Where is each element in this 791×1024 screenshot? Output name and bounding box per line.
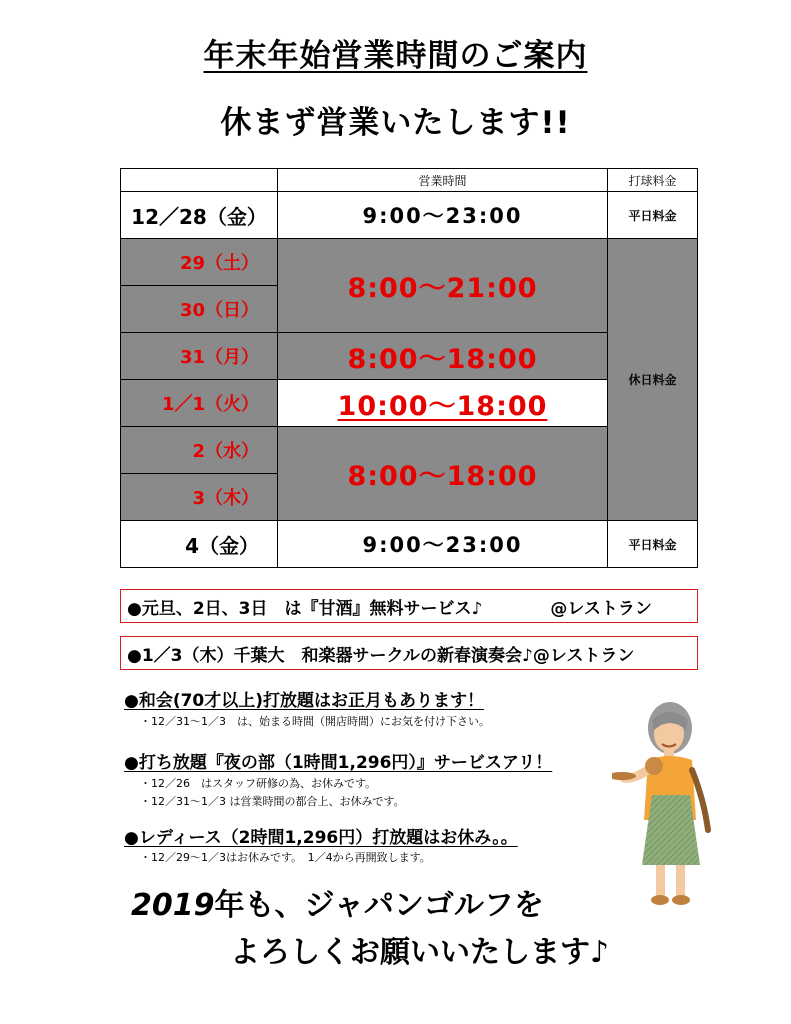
note-heading: ●レディース（2時間1,296円）打放題はお休み。。 — [124, 828, 518, 848]
fee-cell: 平日料金 — [607, 191, 698, 239]
notice-box-concert: ●1／3（木）千葉大 和楽器サークルの新春演奏会♪@レストラン — [120, 636, 698, 670]
header-blank-cell — [120, 168, 278, 192]
hours-cell: 9:00～23:00 — [277, 191, 608, 239]
note-line: ・12／26 はスタッフ研修の為、お休みです。 — [140, 777, 377, 790]
date-cell: 2（水） — [120, 426, 278, 474]
hours-cell: 8:00～18:00 — [277, 426, 608, 521]
page-subtitle: 休まず営業いたします!! — [220, 105, 571, 141]
notice-box-amazake: ●元旦、2日、3日 は『甘酒』無料サービス♪ @レストラン — [120, 589, 698, 623]
fee-cell-holiday: 休日料金 — [607, 238, 698, 521]
fee-cell: 平日料金 — [607, 520, 698, 568]
closing-line-1 — [131, 880, 544, 924]
woman-serving-drink-icon — [612, 700, 722, 910]
closing-year: 2019 — [131, 888, 215, 923]
note-heading: ●打ち放題『夜の部（1時間1,296円）』サービスアリ！ — [124, 753, 553, 773]
note-heading: ●和会(70才以上)打放題はお正月もあります！ — [124, 691, 485, 711]
hours-cell-highlight — [277, 379, 608, 427]
note-line: ・12／31～1／3 は、始まる時間（開店時間）にお気を付け下さい。 — [140, 715, 490, 728]
hours-value: 10:00～18:00 — [337, 390, 548, 422]
date-cell: 12／28（金） — [120, 191, 278, 239]
closing-line-1-text: 年も、ジャパンゴルフを — [214, 888, 544, 923]
note-line: ・12／31～1／3 は営業時間の都合上、お休みです。 — [140, 795, 405, 808]
date-cell: 29（土） — [120, 238, 278, 286]
schedule-table — [120, 168, 698, 568]
date-cell: 30（日） — [120, 285, 278, 333]
date-cell: 1／1（火） — [120, 379, 278, 427]
header-hours: 営業時間 — [277, 168, 608, 192]
date-cell: 4（金） — [120, 520, 278, 568]
header-fee: 打球料金 — [607, 168, 698, 192]
hours-cell: 8:00～21:00 — [277, 238, 608, 333]
closing-line-2: よろしくお願いいたします♪ — [230, 935, 610, 970]
note-line: ・12／29～1／3はお休みです。 1／4から再開致します。 — [140, 851, 431, 864]
hours-cell: 9:00～23:00 — [277, 520, 608, 568]
page-title: 年末年始営業時間のご案内 — [203, 38, 588, 74]
date-cell: 3（木） — [120, 473, 278, 521]
hours-cell: 8:00～18:00 — [277, 332, 608, 380]
date-cell: 31（月） — [120, 332, 278, 380]
